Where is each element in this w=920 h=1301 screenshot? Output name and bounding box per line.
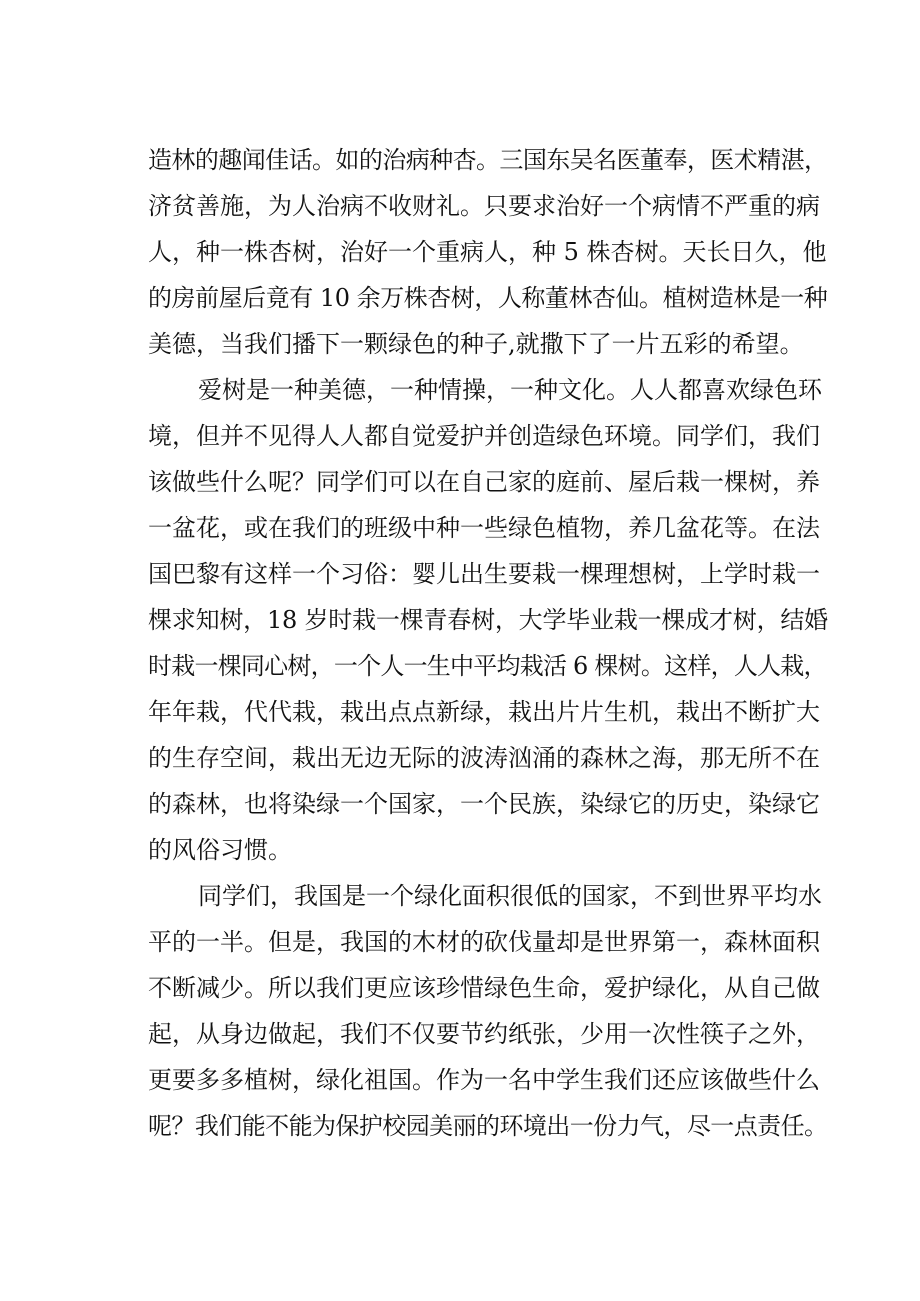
text-line: 的生存空间，栽出无边无际的波涛汹涌的森林之海，那无所不在 (148, 744, 820, 772)
text-line: 棵求知树，18 岁时栽一棵青春树，大学毕业栽一棵成才树，结婚 (148, 606, 828, 634)
body-text (148, 137, 828, 1149)
text-line: 国巴黎有这样一个习俗：婴儿出生要栽一棵理想树，上学时栽一 (148, 560, 820, 588)
text-line: 境，但并不见得人人都自觉爱护并创造绿色环境。同学们，我们 (148, 422, 820, 450)
text-line: 一盆花，或在我们的班级中种一些绿色植物，养几盆花等。在法 (148, 514, 820, 542)
text-line: 年年栽，代代栽，栽出点点新绿，栽出片片生机，栽出不断扩大 (148, 698, 820, 726)
text-line: 时栽一棵同心树，一个人一生中平均栽活 6 棵树。这样，人人栽， (148, 652, 827, 680)
text-line: 的房前屋后竟有 10 余万株杏树，人称董林杏仙。植树造林是一种 (148, 284, 828, 312)
text-line: 造林的趣闻佳话。如的治病种杏。三国东吴名医董奉，医术精湛， (148, 146, 828, 174)
text-line: 更要多多植树，绿化祖国。作为一名中学生我们还应该做些什么 (148, 1066, 820, 1094)
text-line: 平的一半。但是，我国的木材的砍伐量却是世界第一，森林面积 (148, 928, 820, 956)
text-line: 济贫善施，为人治病不收财礼。只要求治好一个病情不严重的病 (148, 192, 820, 220)
text-line: 的风俗习惯。 (148, 836, 292, 864)
text-line: 起，从身边做起，我们不仅要节约纸张，少用一次性筷子之外， (148, 1020, 820, 1048)
text-line: 该做些什么呢？同学们可以在自己家的庭前、屋后栽一棵树，养 (148, 468, 820, 496)
paragraph-first-line: 爱树是一种美德，一种情操，一种文化。人人都喜欢绿色环 (198, 376, 822, 404)
text-line: 美德，当我们播下一颗绿色的种子,就撒下了一片五彩的希望。 (148, 330, 804, 358)
paragraph-first-line: 同学们，我国是一个绿化面积很低的国家，不到世界平均水 (198, 882, 822, 910)
text-line: 的森林，也将染绿一个国家，一个民族，染绿它的历史，染绿它 (148, 790, 820, 818)
text-line: 呢？我们能不能为保护校园美丽的环境出一份力气，尽一点责任。 (148, 1112, 828, 1140)
text-line: 不断减少。所以我们更应该珍惜绿色生命，爱护绿化，从自己做 (148, 974, 820, 1002)
text-line: 人，种一株杏树，治好一个重病人，种 5 株杏树。天长日久，他 (148, 238, 827, 266)
